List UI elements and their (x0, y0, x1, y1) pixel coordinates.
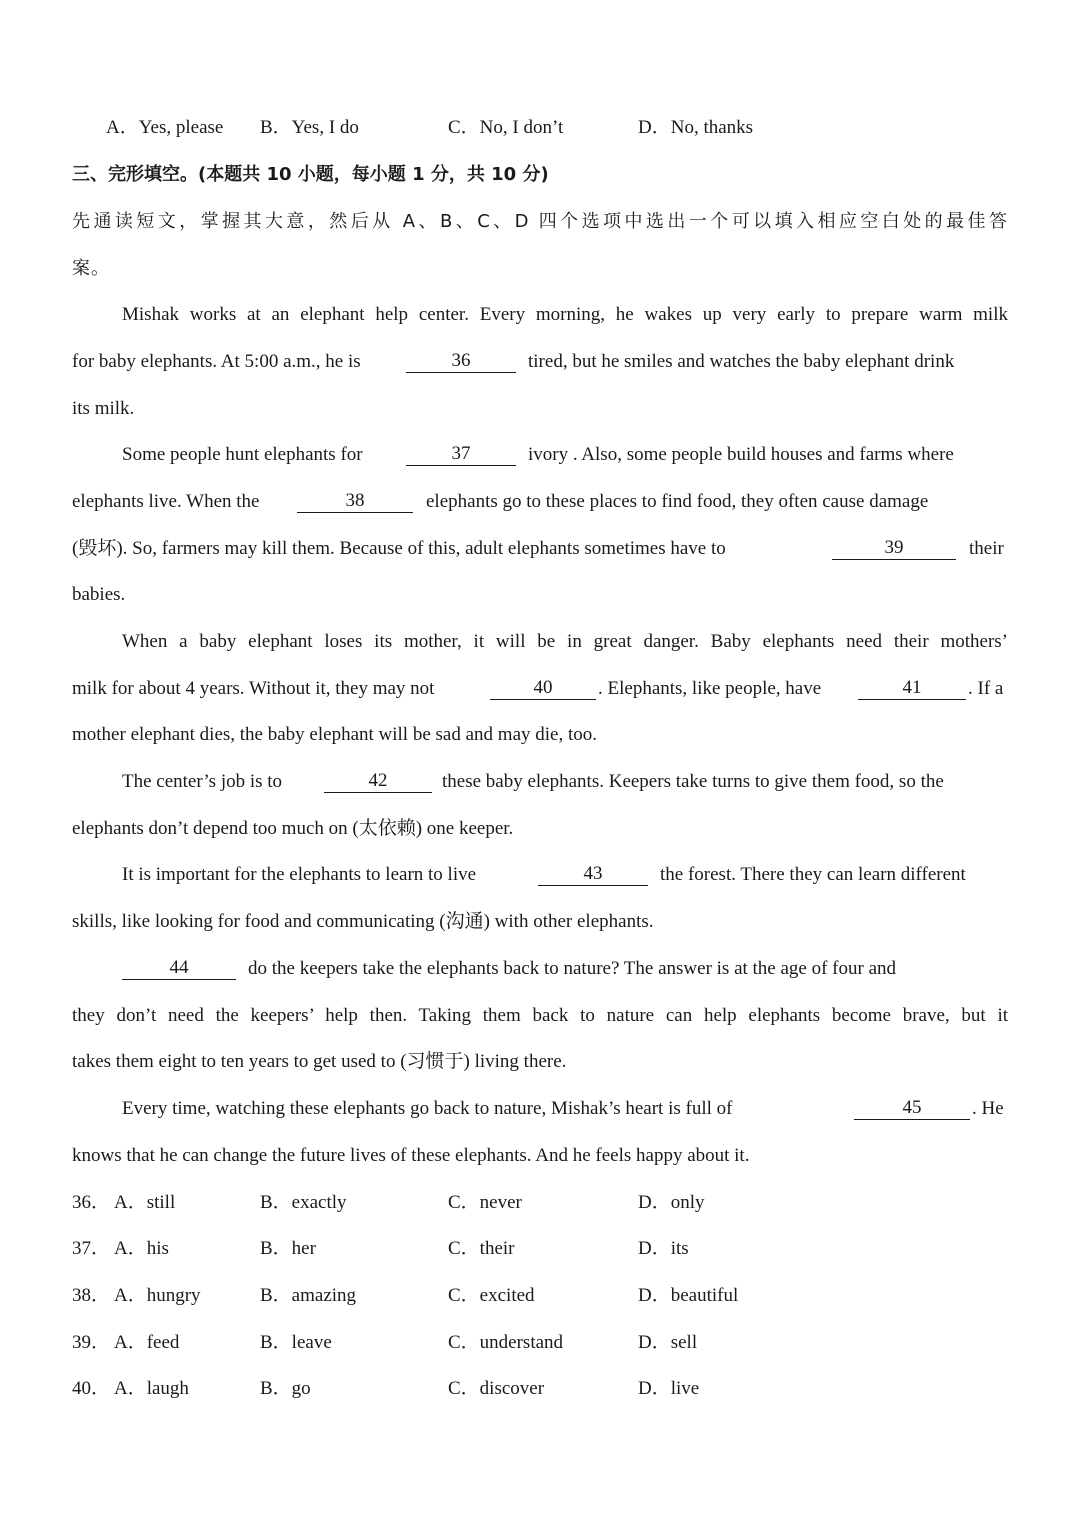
prev-option-c: C．No, I don’t (448, 117, 564, 138)
prev-option-a: A．Yes, please (106, 117, 224, 138)
passage-p2-line-3-end: their (969, 538, 1004, 559)
option-a[interactable]: A．still (114, 1192, 176, 1213)
option-d[interactable]: D．its (638, 1238, 689, 1259)
passage-p4-line-2: elephants don’t depend too much on (太依赖) one keeper. (72, 818, 514, 839)
option-c[interactable]: C．their (448, 1238, 515, 1259)
option-d[interactable]: D．beautiful (638, 1285, 739, 1306)
passage-p1-line-2-start: for baby elephants. At 5:00 a.m., he is (72, 351, 361, 372)
option-c[interactable]: C．discover (448, 1378, 545, 1399)
option-a[interactable]: A．his (114, 1238, 169, 1259)
passage-p2-line-4: babies. (72, 584, 126, 605)
option-b[interactable]: B．go (260, 1378, 311, 1399)
option-c[interactable]: C．never (448, 1192, 522, 1213)
blank-41[interactable]: 41 (858, 677, 966, 700)
blank-45[interactable]: 45 (854, 1097, 970, 1120)
passage-p3-line-2-start: milk for about 4 years. Without it, they may not (72, 678, 435, 699)
option-c[interactable]: C．excited (448, 1285, 535, 1306)
passage-p3-line-2-middle: . Elephants, like people, have (598, 678, 822, 699)
passage-p5-line-2: skills, like looking for food and communicating (沟通) with other elephants. (72, 911, 654, 932)
passage-p7-line-1-start: Every time, watching these elephants go back to nature, Mishak’s heart is full of (122, 1098, 733, 1119)
passage-p4-line-1-end: these baby elephants. Keepers take turns to give them food, so the (442, 771, 944, 792)
prev-option-d: D．No, thanks (638, 117, 754, 138)
passage-p6-line-3: takes them eight to ten years to get used to (习惯于) living there. (72, 1051, 567, 1072)
passage-p1-line-3: its milk. (72, 398, 135, 419)
question-number: 38． (72, 1285, 111, 1306)
question-number: 39． (72, 1332, 111, 1353)
passage-p5-line-1-end: the forest. There they can learn different (660, 864, 966, 885)
option-d[interactable]: D．sell (638, 1332, 698, 1353)
passage-p1-line-1: Mishak works at an elephant help center. Every morning, he wakes up very early to prepare warm milk (122, 304, 1008, 325)
option-a[interactable]: A．feed (114, 1332, 180, 1353)
option-a[interactable]: A．laugh (114, 1378, 189, 1399)
passage-p4-line-1-start: The center’s job is to (122, 771, 283, 792)
passage-p3-line-3: mother elephant dies, the baby elephant will be sad and may die, too. (72, 724, 597, 745)
blank-36[interactable]: 36 (406, 350, 516, 373)
option-b[interactable]: B．amazing (260, 1285, 357, 1306)
instruction-line-1: 先通读短文，掌握其大意，然后从 A、B、C、D 四个选项中选出一个可以填入相应空白处的最佳答 (72, 211, 1008, 232)
option-d[interactable]: D．live (638, 1378, 700, 1399)
section-title: 三、完形填空。(本题共 10 小题，每小题 1 分，共 10 分) (72, 164, 549, 185)
passage-p7-line-2: knows that he can change the future lives of these elephants. And he feels happy about it. (72, 1145, 750, 1166)
passage-p6-line-2: they don’t need the keepers’ help then. Taking them back to nature can help elephants become brave, but it (72, 1005, 1008, 1026)
option-b[interactable]: B．leave (260, 1332, 332, 1353)
passage-p6-line-1-end: do the keepers take the elephants back to nature? The answer is at the age of four and (248, 958, 897, 979)
blank-43[interactable]: 43 (538, 863, 648, 886)
passage-p1-line-2-end: tired, but he smiles and watches the baby elephant drink (528, 351, 955, 372)
question-number: 36． (72, 1192, 111, 1213)
question-number: 37． (72, 1238, 111, 1259)
blank-38[interactable]: 38 (297, 490, 413, 513)
passage-p7-line-1-end: . He (972, 1098, 1004, 1119)
passage-p5-line-1-start: It is important for the elephants to learn to live (122, 864, 477, 885)
blank-42[interactable]: 42 (324, 770, 432, 793)
passage-p2-line-2-start: elephants live. When the (72, 491, 260, 512)
passage-p3-line-1: When a baby elephant loses its mother, it will be in great danger. Baby elephants need their mothers’ (122, 631, 1008, 652)
passage-p2-line-2-end: elephants go to these places to find food, they often cause damage (426, 491, 929, 512)
option-a[interactable]: A．hungry (114, 1285, 201, 1306)
passage-p2-line-1-start: Some people hunt elephants for (122, 444, 363, 465)
passage-p2-line-3-start: (毁坏). So, farmers may kill them. Because of this, adult elephants sometimes have to (72, 538, 726, 559)
passage-p2-line-1-end: ivory . Also, some people build houses and farms where (528, 444, 954, 465)
option-b[interactable]: B．her (260, 1238, 316, 1259)
blank-44[interactable]: 44 (122, 957, 236, 980)
option-d[interactable]: D．only (638, 1192, 705, 1213)
blank-40[interactable]: 40 (490, 677, 596, 700)
blank-37[interactable]: 37 (406, 443, 516, 466)
instruction-line-2: 案。 (72, 258, 110, 279)
passage-p3-line-2-end: . If a (968, 678, 1004, 699)
option-b[interactable]: B．exactly (260, 1192, 347, 1213)
prev-option-b: B．Yes, I do (260, 117, 359, 138)
option-c[interactable]: C．understand (448, 1332, 564, 1353)
question-number: 40． (72, 1378, 111, 1399)
blank-39[interactable]: 39 (832, 537, 956, 560)
